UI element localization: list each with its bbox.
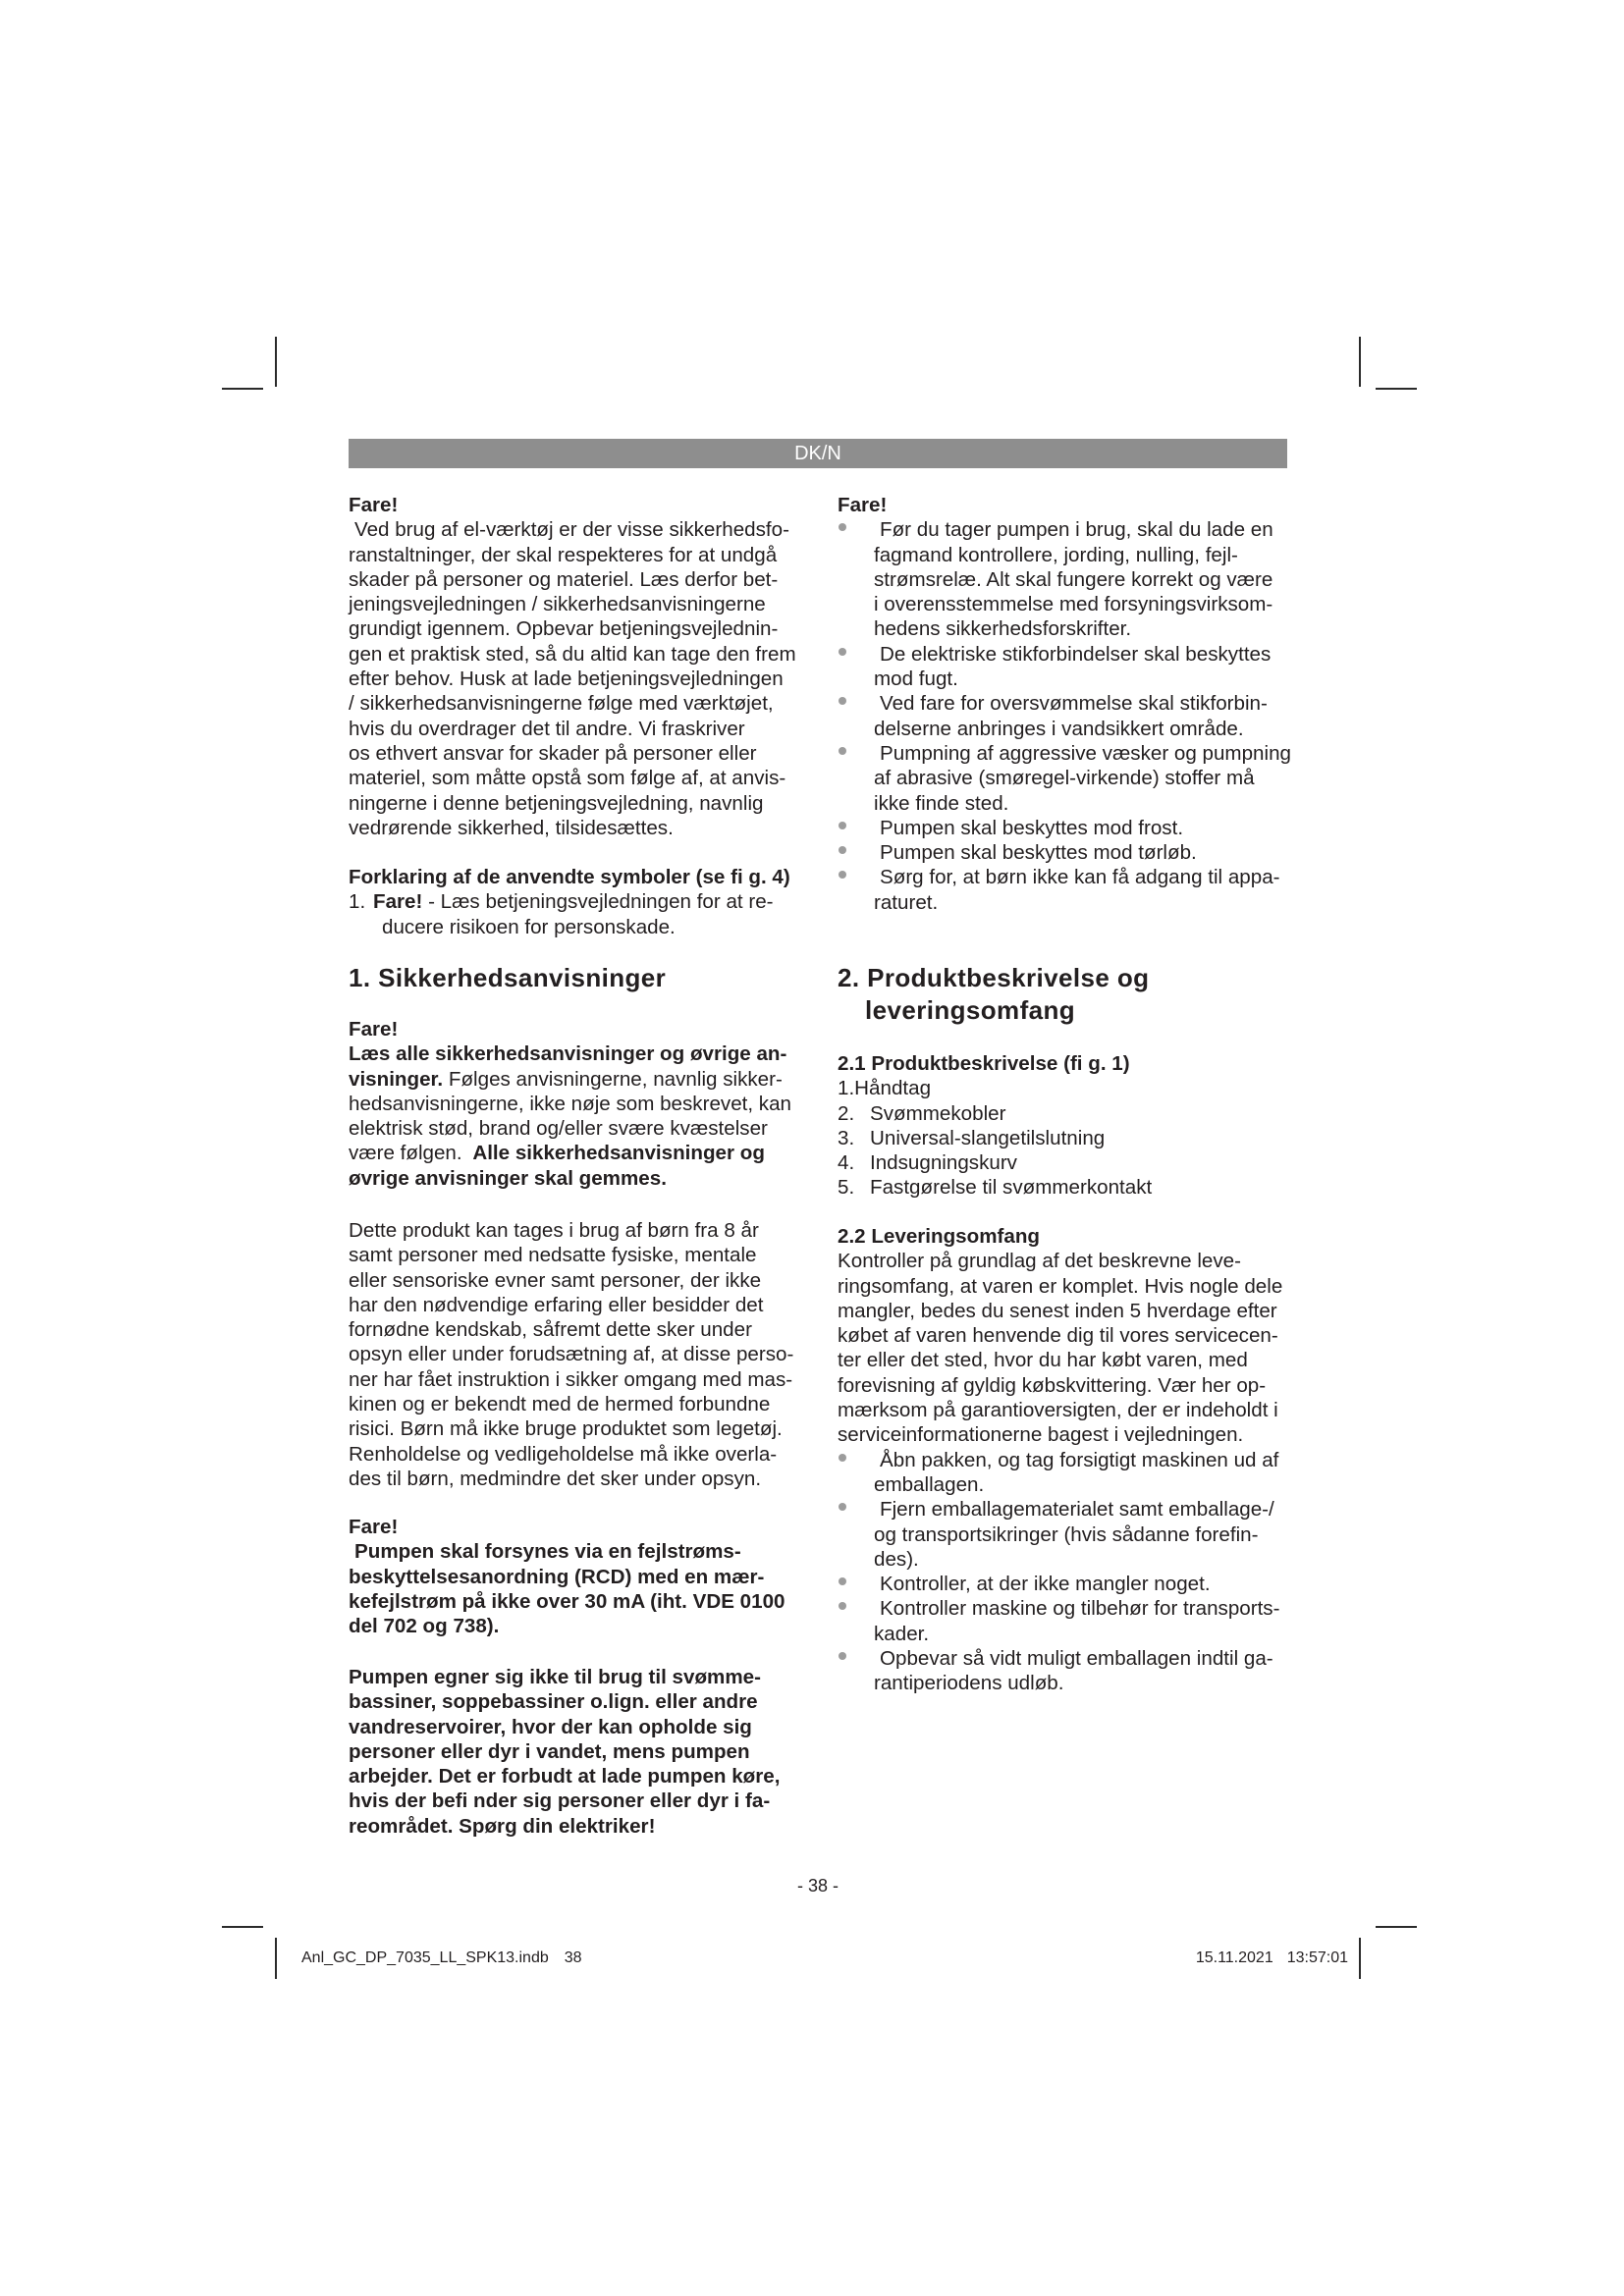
bullet-line: Pumpen skal beskyttes mod tørløb.: [880, 841, 1197, 865]
symbol-text: - Læs betjeningsvejledningen for at re-: [422, 890, 774, 914]
warning-title: Fare!: [349, 1516, 399, 1538]
paragraph-line: Pumpen skal forsynes via en fejlstrøms-: [354, 1540, 741, 1564]
bold-text: Alle sikkerhedsanvisninger og: [472, 1142, 765, 1165]
rcd-warning: [349, 1515, 785, 1638]
paragraph-line: ringsomfang, at varen er komplet. Hvis nogle dele: [838, 1274, 1283, 1298]
bullet-line: Ved fare for oversvømmelse skal stikforbin-: [880, 692, 1268, 716]
paragraph-line: Kontroller på grundlag af det beskrevne leve-: [838, 1250, 1241, 1273]
paragraph-line: gen et praktisk sted, så du altid kan tage den frem: [349, 642, 796, 666]
list-number: 4.: [838, 1151, 855, 1175]
paragraph-line: Ved brug af el-værktøj er der visse sikkerhedsfo-: [354, 518, 789, 542]
bullet-line: Kontroller maskine og tilbehør for transports-: [880, 1597, 1280, 1621]
paragraph-line: risici. Børn må ikke bruge produktet som legetøj.: [349, 1417, 783, 1441]
paragraph-line: skader på personer og materiel. Læs derfor bet-: [349, 567, 779, 591]
bullet-item: [838, 1572, 1289, 1596]
section-heading-continuation: leveringsomfang: [865, 995, 1076, 1025]
warning-title: Fare!: [349, 494, 399, 516]
paragraph-line: elektrisk stød, brand og/eller svære kvæstelser: [349, 1117, 768, 1141]
paragraph-line: ranstaltninger, der skal respekteres for at undgå: [349, 543, 778, 566]
bullet-line: des).: [874, 1547, 919, 1571]
bullet-icon: [839, 697, 846, 705]
subsection-title: 2.2 Leveringsomfang: [838, 1225, 1040, 1248]
intro-warning: [349, 493, 796, 840]
bullet-line: mod fugt.: [874, 667, 958, 691]
delivery-scope: [838, 1224, 1289, 1696]
bullet-icon: [839, 822, 846, 829]
bullet-icon: [839, 1577, 846, 1585]
paragraph-line: samt personer med nedsatte fysiske, mentale: [349, 1244, 757, 1267]
paragraph-line: vedrørende sikkerhed, tilsidesættes.: [349, 816, 674, 839]
crop-mark: [1376, 388, 1417, 390]
paragraph-line: købet af varen henvende dig til vores servicecen-: [838, 1324, 1278, 1348]
language-header-bar: [349, 439, 1287, 468]
paragraph-line: mangler, bedes du senest inden 5 hverdage efter: [838, 1299, 1277, 1322]
bullet-item: [838, 642, 1289, 692]
section-heading: 2. Produktbeskrivelse og: [838, 963, 1150, 992]
parts-list-item: [838, 1126, 1152, 1150]
paragraph-line: reområdet. Spørg din elektriker!: [349, 1814, 656, 1838]
parts-list-item: [838, 1150, 1152, 1175]
paragraph-line: Renholdelse og vedligeholdelse må ikke overla-: [349, 1442, 778, 1466]
pump-warning-list: [838, 493, 1289, 915]
paragraph-line: materiel, som måtte opstå som følge af, at anvis-: [349, 767, 786, 790]
bullet-item: [838, 840, 1289, 865]
paragraph-line: / sikkerhedsanvisningerne følge med værktøjet,: [349, 692, 774, 716]
bullet-line: raturet.: [874, 890, 939, 914]
bold-text: visninger.: [349, 1067, 444, 1091]
bullet-icon: [839, 1503, 846, 1511]
bullet-line: emballagen.: [874, 1472, 985, 1496]
file-page: 38: [564, 1949, 582, 1966]
bullet-line: strømsrelæ. Alt skal fungere korrekt og være: [874, 567, 1273, 591]
paragraph-line: serviceinformationerne bagest i vejledningen.: [838, 1423, 1244, 1447]
paragraph-line: Dette produkt kan tages i brug af børn fra 8 år: [349, 1219, 759, 1242]
crop-mark: [1359, 1938, 1361, 1979]
bullet-line: delserne anbringes i vandsikkert område.: [874, 717, 1244, 740]
paragraph-line: jeningsvejledningen / sikkerhedsanvisningerne: [349, 593, 766, 616]
bullet-icon: [839, 1454, 846, 1462]
paragraph-line: beskyttelsesanordning (RCD) med en mær-: [349, 1565, 765, 1588]
pool-warning: [349, 1665, 780, 1839]
bullet-icon: [839, 846, 846, 854]
file-name: Anl_GC_DP_7035_LL_SPK13.indb: [301, 1949, 549, 1966]
paragraph-line: hvis der befi nder sig personer eller dyr i fa-: [349, 1789, 771, 1813]
children-notice: [349, 1218, 793, 1491]
bullet-item: [838, 691, 1289, 741]
paragraph-line: øvrige anvisninger skal gemmes.: [349, 1166, 667, 1190]
bullet-item: [838, 517, 1289, 641]
bullet-line: Pumpning af aggressive væsker og pumpning: [880, 741, 1291, 765]
paragraph-line: har den nødvendige erfaring eller besidder det: [349, 1293, 764, 1316]
list-number: 5.: [838, 1176, 855, 1200]
parts-list-item: [838, 1175, 1152, 1200]
bullet-line: i overensstemmelse med forsyningsvirksom-: [874, 593, 1273, 616]
bullet-icon: [839, 648, 846, 656]
print-timestamp: [1196, 1948, 1348, 1969]
list-number: 3.: [838, 1126, 855, 1149]
paragraph-line: kefejlstrøm på ikke over 30 mA (iht. VDE 0100: [349, 1589, 785, 1613]
bullet-line: Fjern emballagematerialet samt emballage-/: [880, 1498, 1274, 1522]
paragraph-line: kinen og er bekendt med de hermed forbundne: [349, 1393, 771, 1416]
section-heading: 1. Sikkerhedsanvisninger: [349, 963, 667, 992]
safety-warning: [349, 1017, 791, 1191]
page-number: - 38 -: [796, 1876, 839, 1896]
paragraph-line: os ethvert ansvar for skader på personer eller: [349, 741, 757, 765]
paragraph-line: hvis du overdrager det til andre. Vi fraskriver: [349, 717, 745, 740]
bullet-line: Pumpen skal beskyttes mod frost.: [880, 816, 1184, 839]
part-name: Svømmekobler: [870, 1101, 1006, 1125]
bullet-line: Før du tager pumpen i brug, skal du lade en: [880, 518, 1273, 542]
bullet-line: ikke finde sted.: [874, 791, 1009, 815]
bullet-item: [838, 1448, 1289, 1498]
bullet-icon: [839, 1602, 846, 1610]
language-label: DK/N: [794, 443, 841, 464]
paragraph-line: Pumpen egner sig ikke til brug til svømme-: [349, 1666, 761, 1688]
paragraph-line: vandreservoirer, hvor der kan opholde sig: [349, 1715, 752, 1738]
paragraph-line: eller sensoriske evner samt personer, der ikke: [349, 1268, 762, 1292]
bullet-line: Opbevar så vidt muligt emballagen indtil ga-: [880, 1647, 1273, 1671]
bullet-line: kader.: [874, 1622, 930, 1645]
paragraph-line: fornødne kendskab, såfremt dette sker under: [349, 1318, 752, 1342]
parts-list-item: 1.Håndtag: [838, 1077, 932, 1100]
bullet-line: hedens sikkerhedsforskrifter.: [874, 617, 1132, 641]
paragraph-line: mærksom på garantioversigten, der er indeholdt i: [838, 1399, 1278, 1422]
symbols-title: Forklaring af de anvendte symboler (se fi g. 4): [349, 866, 790, 888]
crop-mark: [222, 388, 263, 390]
part-name: Universal-slangetilslutning: [870, 1126, 1106, 1149]
bullet-line: Kontroller, at der ikke mangler noget.: [880, 1573, 1211, 1596]
paragraph-line: opsyn eller under forudsætning af, at disse perso-: [349, 1343, 794, 1366]
list-number: 1.: [349, 890, 366, 914]
bullet-icon: [839, 747, 846, 755]
paragraph-line: Læs alle sikkerhedsanvisninger og øvrige an-: [349, 1042, 787, 1066]
bullet-icon: [839, 1652, 846, 1660]
part-name: Fastgørelse til svømmerkontakt: [870, 1176, 1153, 1200]
symbols-explanation: [349, 865, 790, 939]
symbol-label: Fare!: [373, 890, 423, 914]
paragraph-line: ningerne i denne betjeningsvejledning, navnlig: [349, 791, 764, 815]
paragraph-line: forevisning af gyldig købskvittering. Vær her op-: [838, 1373, 1267, 1397]
paragraph-line: des til børn, medmindre det sker under opsyn.: [349, 1467, 762, 1490]
warning-title: Fare!: [838, 494, 888, 516]
print-file-info: [301, 1948, 582, 1969]
bullet-line: rantiperiodens udløb.: [874, 1672, 1064, 1695]
text: Følges anvisningerne, navnlig sikker-: [443, 1067, 783, 1091]
crop-mark: [275, 1938, 277, 1979]
paragraph-line: del 702 og 738).: [349, 1615, 500, 1638]
bullet-line: og transportsikringer (hvis sådanne forefin-: [874, 1522, 1259, 1546]
bullet-line: af abrasive (smøregel-virkende) stoffer må: [874, 767, 1255, 790]
crop-mark: [1376, 1926, 1417, 1928]
section-1-heading-block: [349, 962, 666, 994]
symbols-list-item: [349, 889, 790, 914]
subsection-title: 2.1 Produktbeskrivelse (fi g. 1): [838, 1052, 1130, 1075]
bullet-item: [838, 865, 1289, 915]
bullet-line: Åbn pakken, og tag forsigtigt maskinen ud af: [880, 1448, 1279, 1471]
paragraph-line: grundigt igennem. Opbevar betjeningsvejlednin-: [349, 617, 779, 641]
bullet-item: [838, 1646, 1289, 1696]
bullet-item: [838, 741, 1289, 816]
bullet-item: [838, 1497, 1289, 1572]
product-description: [838, 1051, 1152, 1201]
crop-mark: [222, 1926, 263, 1928]
print-date: 15.11.2021: [1195, 1949, 1273, 1966]
bullet-line: fagmand kontrollere, jording, nulling, fejl-: [874, 543, 1238, 566]
section-2-heading-block: [838, 962, 1149, 1027]
warning-title: Fare!: [349, 1018, 399, 1041]
bullet-line: De elektriske stikforbindelser skal beskyttes: [880, 642, 1272, 666]
paragraph-line: [349, 1141, 791, 1165]
paragraph-line: ter eller det sted, hvor du har købt varen, med: [838, 1349, 1248, 1372]
bullet-icon: [839, 871, 846, 879]
text: være følgen.: [349, 1142, 468, 1165]
print-time: 13:57:01: [1286, 1949, 1348, 1966]
paragraph-line: bassiner, soppebassiner o.lign. eller andre: [349, 1690, 758, 1714]
paragraph-line: arbejder. Det er forbudt at lade pumpen køre,: [349, 1765, 781, 1789]
list-number: 2.: [838, 1101, 855, 1125]
crop-mark: [1359, 337, 1361, 387]
symbol-text-continuation: ducere risikoen for personskade.: [382, 915, 676, 938]
bullet-icon: [839, 523, 846, 531]
bullet-line: Sørg for, at børn ikke kan få adgang til appa-: [880, 866, 1280, 889]
paragraph-line: ner har fået instruktion i sikker omgang med mas-: [349, 1367, 793, 1391]
part-name: Indsugningskurv: [870, 1151, 1017, 1175]
paragraph-line: hedsanvisningerne, ikke nøje som beskrevet, kan: [349, 1092, 792, 1115]
bullet-item: [838, 816, 1289, 840]
paragraph-line: personer eller dyr i vandet, mens pumpen: [349, 1739, 750, 1763]
paragraph-line: [349, 1067, 791, 1092]
paragraph-line: efter behov. Husk at lade betjeningsvejledningen: [349, 667, 784, 691]
bullet-item: [838, 1596, 1289, 1646]
parts-list-item: [838, 1101, 1152, 1126]
crop-mark: [275, 337, 277, 387]
